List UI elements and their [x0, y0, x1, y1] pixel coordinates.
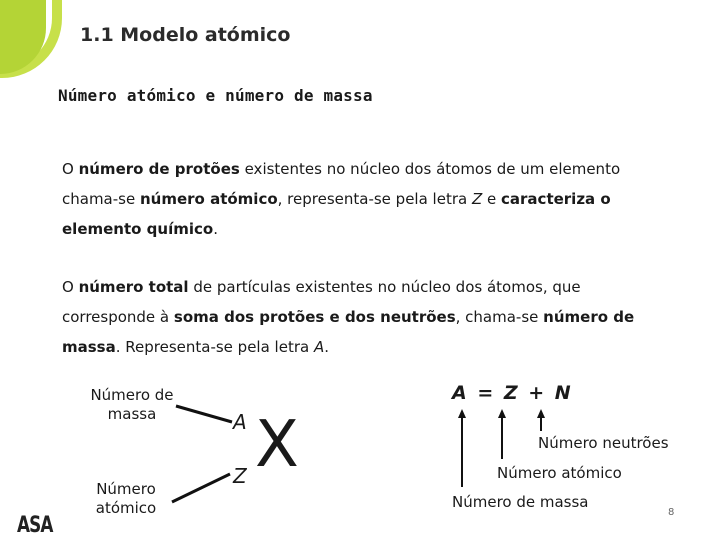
arrow-mass-to-A	[176, 406, 232, 422]
atomic-number-label: Número atómico	[95, 480, 157, 517]
text: . Representa-se pela letra	[115, 338, 314, 356]
page-title: 1.1 Modelo atómico	[80, 24, 291, 46]
bold-text: número de protões	[78, 160, 240, 178]
text: e	[482, 190, 502, 208]
text: .	[324, 338, 330, 356]
text: chama-se	[62, 190, 140, 208]
arrowhead	[498, 409, 506, 418]
text: existentes no núcleo dos átomos de um elemento	[239, 160, 621, 178]
bold-text: número de	[543, 308, 635, 326]
bold-text: massa	[62, 338, 116, 356]
italic-letter: A	[313, 338, 325, 356]
text: , chama-se	[455, 308, 544, 326]
text: .	[213, 220, 218, 238]
bold-text: número atómico	[139, 190, 278, 208]
symbol-A: A	[233, 410, 247, 434]
text: O	[62, 278, 79, 296]
text: de partículas existentes no núcleo dos átomos, que	[188, 278, 581, 296]
element-symbol-X: X	[255, 408, 299, 482]
proton-number-label: Número atómico	[497, 464, 622, 482]
formula-mass-number-label: Número de massa	[452, 493, 589, 511]
asa-logo: ASA	[17, 513, 53, 538]
page-number: 8	[668, 507, 675, 518]
italic-letter: Z	[471, 190, 483, 208]
text: O	[62, 160, 79, 178]
mass-formula: A = Z + N	[452, 382, 573, 404]
text: corresponde à	[62, 308, 174, 326]
bold-text: caracteriza o	[501, 190, 611, 208]
arrowhead	[458, 409, 466, 418]
section-subtitle: Número atómico e número de massa	[58, 86, 373, 105]
arrowhead	[537, 409, 545, 418]
arrow-atomic-to-Z	[172, 474, 230, 502]
bold-text: soma dos protões e dos neutrões	[173, 308, 456, 326]
text: , representa-se pela letra	[277, 190, 472, 208]
mass-number-label: Número de massa	[90, 386, 174, 423]
symbol-Z: Z	[233, 464, 247, 488]
neutron-number-label: Número neutrões	[538, 434, 669, 452]
bold-text: número total	[78, 278, 189, 296]
bold-text: elemento químico	[62, 220, 214, 238]
